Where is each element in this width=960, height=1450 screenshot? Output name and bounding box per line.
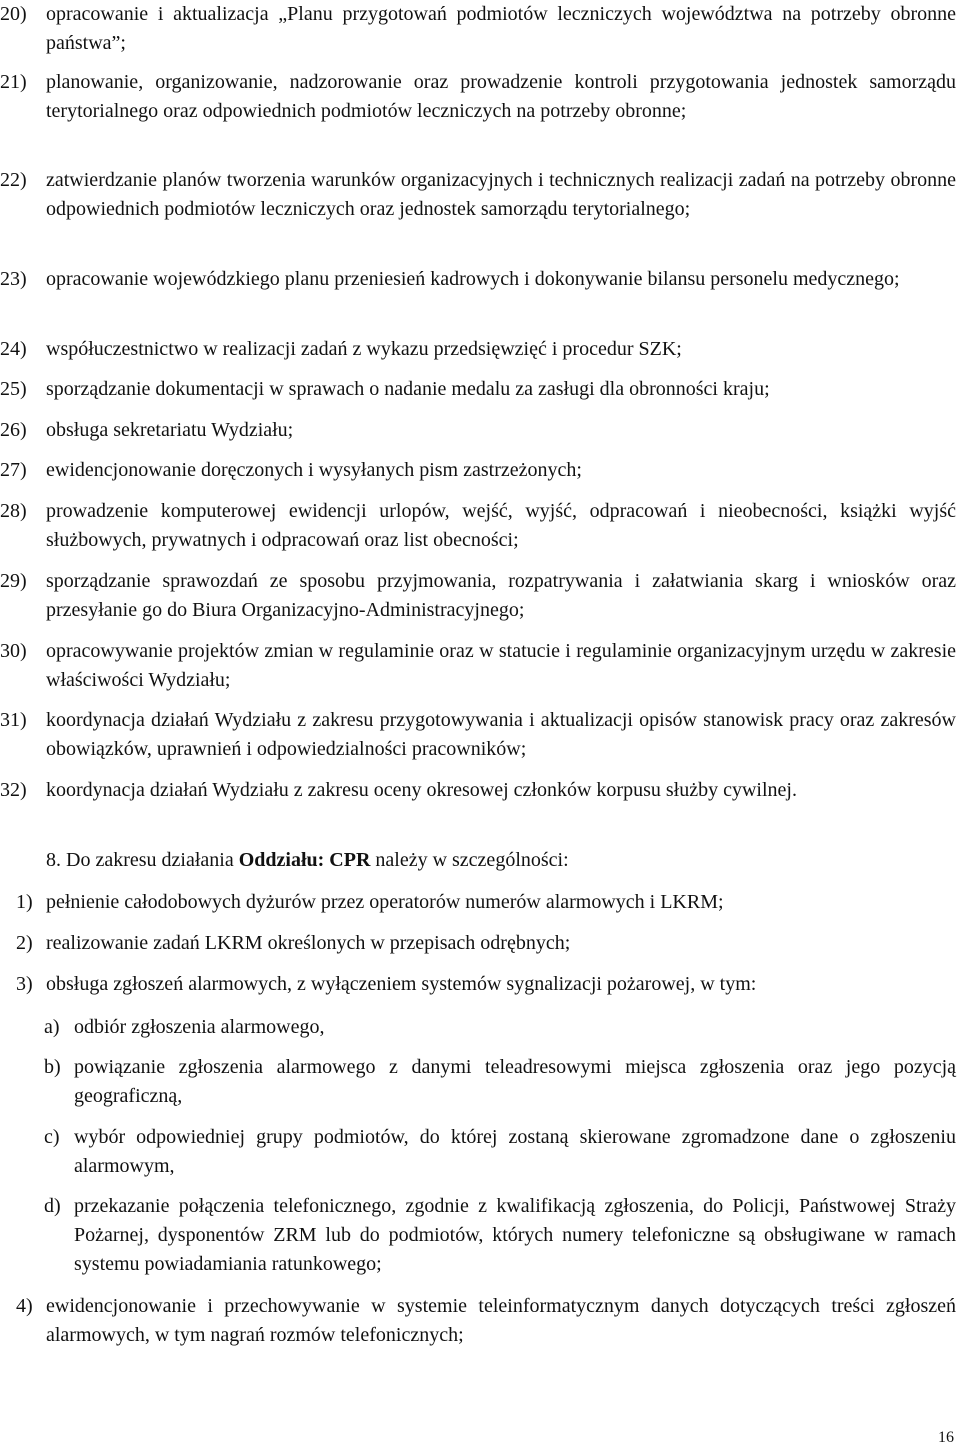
list-item-number: 1) <box>16 891 33 913</box>
sub-list-item-text: wybór odpowiedniej grupy podmiotów, do której zostaną skierowane zgromadzone dane o zgłoszeniu alarmowym, <box>74 1126 956 1177</box>
section-heading-suffix: należy w szczególności: <box>370 849 569 871</box>
list-item-text: obsługa zgłoszeń alarmowych, z wyłączeniem systemów sygnalizacji pożarowej, w tym: <box>46 973 757 995</box>
list-item-text: współuczestnictwo w realizacji zadań z wykazu przedsięwzięć i procedur SZK; <box>46 338 682 360</box>
list-item-number: 20) <box>0 3 27 25</box>
list-item-text: opracowywanie projektów zmian w regulaminie oraz w statucie i regulaminie organizacyjnym urzędu w zakresie właściwości Wydziału; <box>46 640 956 691</box>
list-item-text: ewidencjonowanie doręczonych i wysyłanych pism zastrzeżonych; <box>46 459 582 481</box>
list-item-number: 2) <box>16 932 33 954</box>
list-item-number: 21) <box>0 71 27 93</box>
list-item-text: planowanie, organizowanie, nadzorowanie oraz prowadzenie kontroli przygotowania jednostek samorządu terytorialnego oraz odpowiednich podmiotów leczniczych na potrzeby obronne; <box>46 71 956 122</box>
list-item-text: pełnienie całodobowych dyżurów przez operatorów numerów alarmowych i LKRM; <box>46 891 724 913</box>
list-item-text: sporządzanie dokumentacji w sprawach o nadanie medalu za zasługi dla obronności kraju; <box>46 378 770 400</box>
list-item-number: 4) <box>16 1295 33 1317</box>
list-item-text: prowadzenie komputerowej ewidencji urlopów, wejść, wyjść, odpracowań i nieobecności, książki wyjść służbowych, prywatnych i odpracowań oraz list obecności; <box>46 500 956 551</box>
section-heading-unit: Oddziału: CPR <box>238 849 371 871</box>
sub-list-item-letter: d) <box>44 1195 61 1217</box>
list-item-number: 22) <box>0 169 27 191</box>
list-item-number: 32) <box>0 779 27 801</box>
list-item-number: 28) <box>0 500 27 522</box>
list-item-text: koordynacja działań Wydziału z zakresu oceny okresowej członków korpusu służby cywilnej. <box>46 779 797 801</box>
list-item-text: opracowanie i aktualizacja „Planu przygotowań podmiotów leczniczych województwa na potrzeby obronne państwa”; <box>46 3 956 54</box>
section-heading <box>46 846 926 875</box>
list-item-text: obsługa sekretariatu Wydziału; <box>46 419 294 441</box>
list-item-text: zatwierdzanie planów tworzenia warunków organizacyjnych i technicznych realizacji zadań na potrzeby obronne odpowiednich podmiotów leczniczych oraz jednostek samorządu terytorialnego; <box>46 169 956 220</box>
sub-list-item-letter: c) <box>44 1126 60 1148</box>
list-item-text: sporządzanie sprawozdań ze sposobu przyjmowania, rozpatrywania i załatwiania skarg i wniosków oraz przesyłanie go do Biura Organizacyjno-Administracyjnego; <box>46 570 956 621</box>
list-item-number: 3) <box>16 973 33 995</box>
page-number: 16 <box>938 1429 954 1446</box>
list-item-number: 27) <box>0 459 27 481</box>
list-item-number: 31) <box>0 709 27 731</box>
list-item-number: 29) <box>0 570 27 592</box>
list-item-text: opracowanie wojewódzkiego planu przeniesień kadrowych i dokonywanie bilansu personelu medycznego; <box>46 268 900 290</box>
list-item-text: realizowanie zadań LKRM określonych w przepisach odrębnych; <box>46 932 571 954</box>
sub-list-item-text: powiązanie zgłoszenia alarmowego z danymi teleadresowymi miejsca zgłoszenia oraz jego pozycją geograficzną, <box>74 1056 956 1107</box>
list-item-number: 25) <box>0 378 27 400</box>
list-item-number: 23) <box>0 268 27 290</box>
section-heading-prefix: 8. Do zakresu działania <box>46 849 239 871</box>
sub-list-item-letter: a) <box>44 1016 60 1038</box>
list-item-number: 24) <box>0 338 27 360</box>
sub-list-item-text: przekazanie połączenia telefonicznego, zgodnie z kwalifikacją zgłoszenia, do Policji, Państwowej Straży Pożarnej, dysponentów ZRM lub do podmiotów, których numery telefoniczne są obsługiwane w ramach systemu powiadamiania ratunkowego; <box>74 1195 956 1275</box>
sub-list-item-letter: b) <box>44 1056 61 1078</box>
list-item-number: 26) <box>0 419 27 441</box>
list-item-number: 30) <box>0 640 27 662</box>
list-item-text: koordynacja działań Wydziału z zakresu przygotowywania i aktualizacji opisów stanowisk pracy oraz zakresów obowiązków, uprawnień i odpowiedzialności pracowników; <box>46 709 956 760</box>
list-item-text: ewidencjonowanie i przechowywanie w systemie teleinformatycznym danych dotyczących treści zgłoszeń alarmowych, w tym nagrań rozmów telefonicznych; <box>46 1295 956 1346</box>
sub-list-item-text: odbiór zgłoszenia alarmowego, <box>74 1016 325 1038</box>
